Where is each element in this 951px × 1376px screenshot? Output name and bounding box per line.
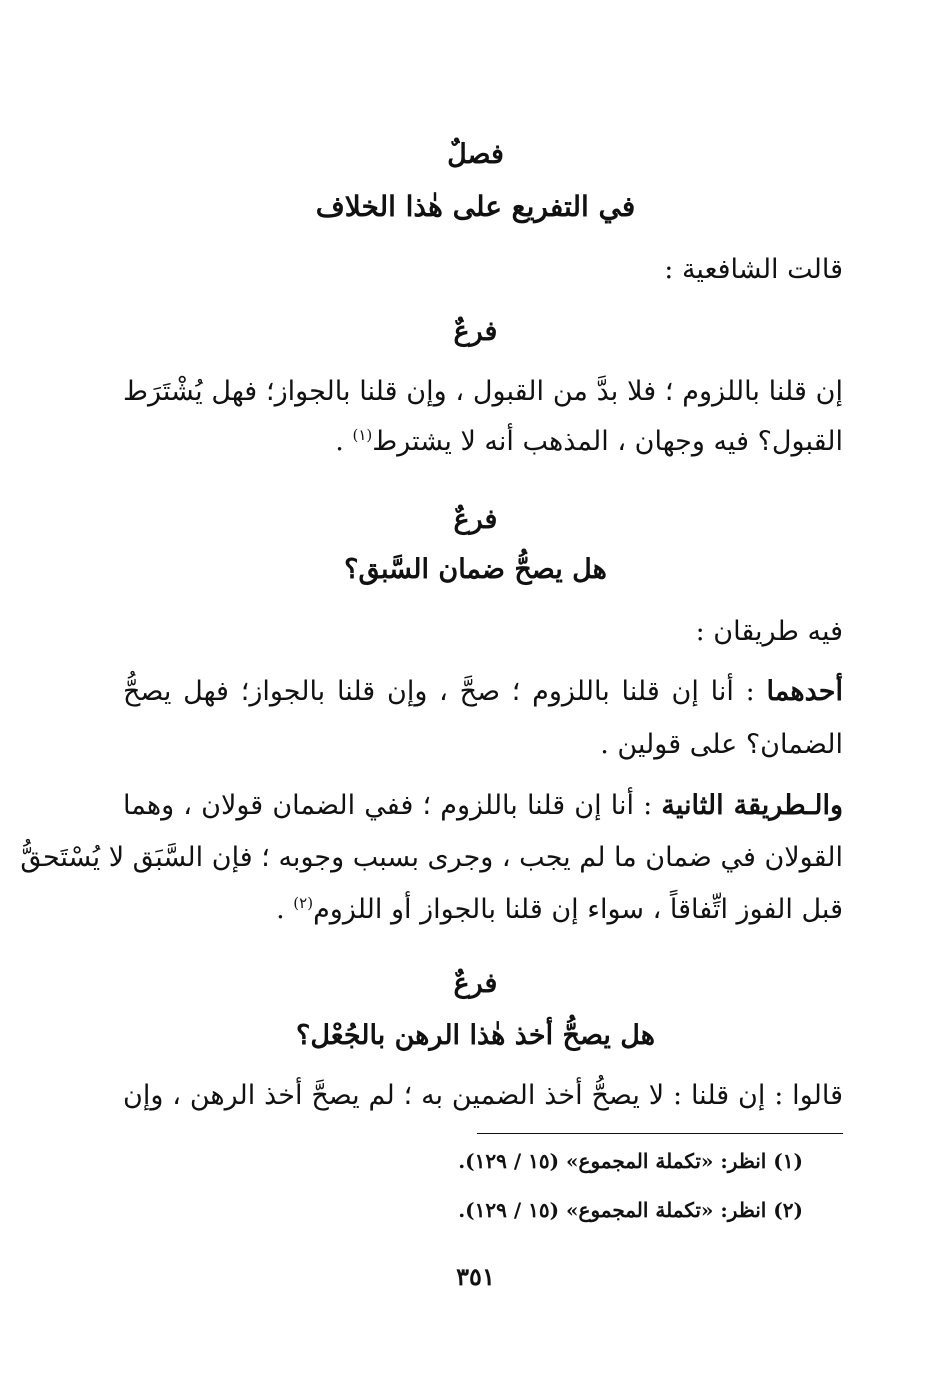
page-number: ٣٥١ — [456, 1262, 495, 1291]
footnote-divider — [477, 1133, 843, 1134]
branch2-second-line3-text: قبل الفوز اتِّفاقاً ، سواء إن قلنا بالجواز أو اللزوم — [313, 894, 843, 925]
footnote-2: (٢) انظر: «تكملة المجموع» (١٥ / ١٢٩). — [458, 1198, 803, 1222]
branch3-question: هل يصحُّ أخذ هٰذا الرهن بالجُعْل؟ — [296, 1020, 655, 1051]
branch1-title: فرعٌ — [453, 316, 498, 347]
first-way-label: أحدهما — [766, 676, 843, 707]
branch2-second-line3-end: . — [276, 894, 294, 925]
branch2-first-line1 — [123, 672, 843, 712]
branch1-line2-text: القبول؟ فيه وجهان ، المذهب أنه لا يشترط — [372, 426, 843, 457]
branch2-second-line2: القولان في ضمان ما لم يجب ، وجرى بسبب وجوبه ؛ فإن السَّبَق لا يُسْتَحقُّ — [20, 842, 843, 873]
branch3-line1: قالوا : إن قلنا : لا يصحُّ أخذ الضمين به ؛ لم يصحَّ أخذ الرهن ، وإن — [123, 1080, 843, 1111]
first-way-text: : أنا إن قلنا باللزوم ؛ صحَّ ، وإن قلنا بالجواز؛ فهل يصحُّ — [123, 676, 767, 707]
intro-line: قالت الشافعية : — [664, 254, 843, 285]
section-heading: فصلٌ — [447, 139, 504, 170]
branch2-question: هل يصحُّ ضمان السَّبق؟ — [344, 554, 607, 585]
branch1-line1: إن قلنا باللزوم ؛ فلا بدَّ من القبول ، وإن قلنا بالجواز؛ فهل يُشْتَرَط — [123, 376, 843, 407]
branch2-intro: فيه طريقان : — [695, 616, 843, 647]
footnote-1: (١) انظر: «تكملة المجموع» (١٥ / ١٢٩). — [458, 1149, 803, 1173]
branch1-line2-end: . — [335, 426, 353, 457]
branch1-line2 — [335, 422, 843, 462]
branch2-first-line2: الضمان؟ على قولين . — [600, 729, 843, 760]
branch3-title: فرعٌ — [453, 968, 498, 999]
branch2-second-line1 — [123, 786, 843, 826]
second-way-label: والـطريقة الثانية — [661, 790, 843, 821]
branch2-second-line3 — [276, 890, 843, 930]
footnote-ref-1: (١) — [352, 426, 373, 444]
branch2-title: فرعٌ — [453, 504, 498, 535]
second-way-text: : أنا إن قلنا باللزوم ؛ ففي الضمان قولان ، وهما — [123, 790, 662, 821]
footnote-ref-2: (٢) — [293, 894, 314, 912]
section-subheading: في التفريع على هٰذا الخلاف — [315, 190, 636, 223]
